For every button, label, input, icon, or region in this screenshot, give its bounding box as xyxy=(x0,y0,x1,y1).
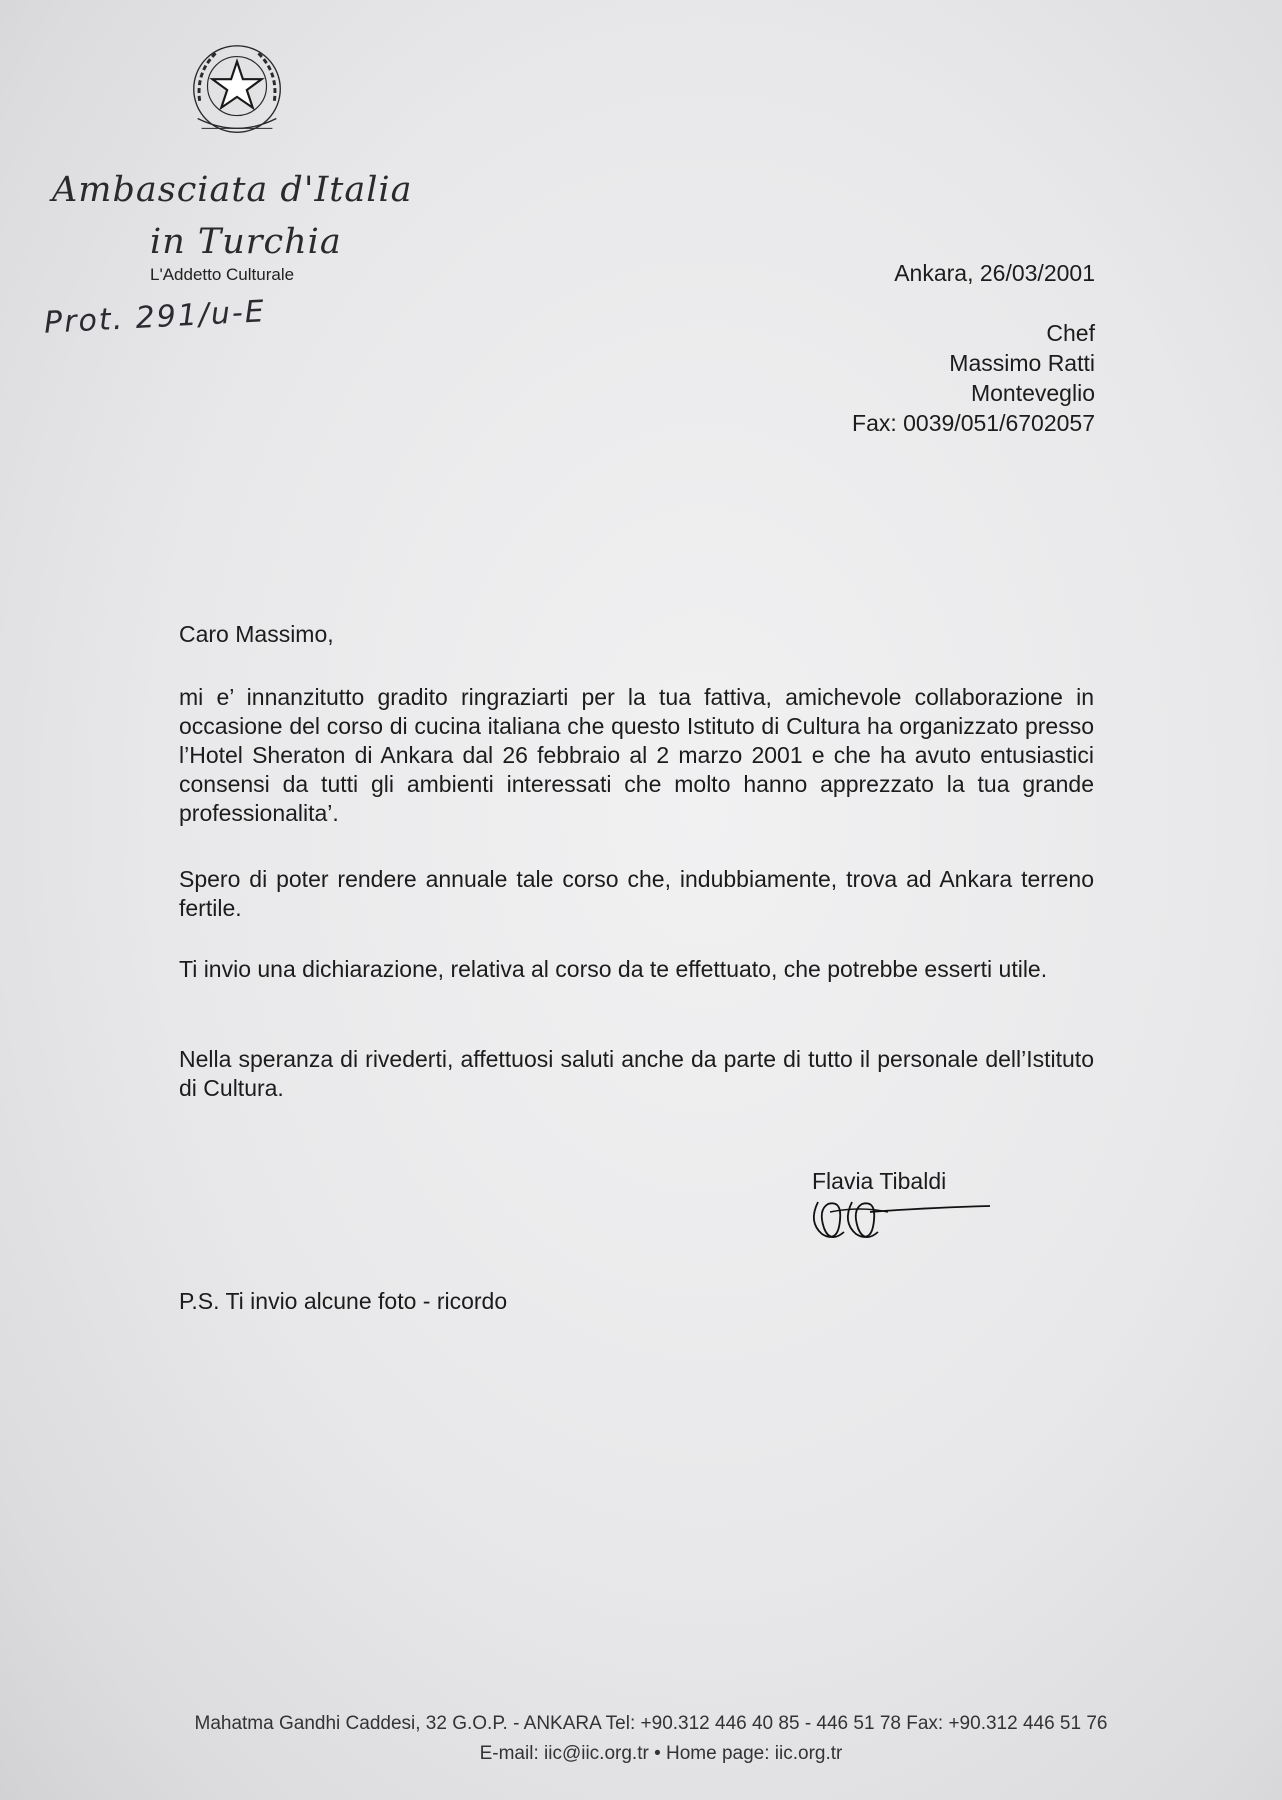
recipient-fax: Fax: 0039/051/6702057 xyxy=(852,410,1095,436)
footer-address: Mahatma Gandhi Caddesi, 32 G.O.P. - ANKARA Tel: +90.312 446 40 85 - 446 51 78 Fax: +90.312 446 51 76 xyxy=(194,1713,1108,1734)
body-paragraph: Ti invio una dichiarazione, relativa al corso da te effettuato, che potrebbe esserti utile. xyxy=(179,956,1048,982)
recipient-title: Chef xyxy=(1046,320,1095,346)
signer-name: Flavia Tibaldi xyxy=(812,1168,947,1194)
date-line: Ankara, 26/03/2001 xyxy=(894,260,1095,286)
postscript: P.S. Ti invio alcune foto - ricordo xyxy=(179,1288,508,1314)
recipient-city: Monteveglio xyxy=(970,380,1095,406)
recipient-name: Massimo Ratti xyxy=(949,350,1095,376)
italian-republic-emblem-icon xyxy=(178,32,296,150)
embassy-office: L'Addetto Culturale xyxy=(150,265,295,284)
embassy-name-line2: in Turchia xyxy=(150,222,342,262)
body-paragraph: Nella speranza di rivederti, affettuosi saluti anche da parte di tutto il personale dell’Istituto di Cultura. xyxy=(179,1046,1094,1101)
salutation: Caro Massimo, xyxy=(179,621,334,647)
body-paragraph: Spero di poter rendere annuale tale corso che, indubbiamente, trova ad Ankara terreno fertile. xyxy=(179,866,1094,921)
handwritten-signature-icon xyxy=(800,1172,1000,1252)
handwritten-protocol-number: Prot. 291/u-E xyxy=(43,294,267,341)
embassy-name-line1: Ambasciata d'Italia xyxy=(52,170,413,210)
footer-contact: E-mail: iic@iic.org.tr • Home page: iic.org.tr xyxy=(479,1743,843,1764)
recipient-block xyxy=(852,318,1095,438)
body-paragraph: mi e’ innanzitutto gradito ringraziarti per la tua fattiva, amichevole collaborazione in occasione del corso di cucina italiana che questo Istituto di Cultura ha organizzato presso l’Hotel Sheraton di Ankara dal 26 febbraio al 2 marzo 2001 e che ha avuto entusiastici consensi da tutti gli ambienti interessati che molto hanno apprezzato la tua grande professionalita’. xyxy=(179,684,1094,826)
